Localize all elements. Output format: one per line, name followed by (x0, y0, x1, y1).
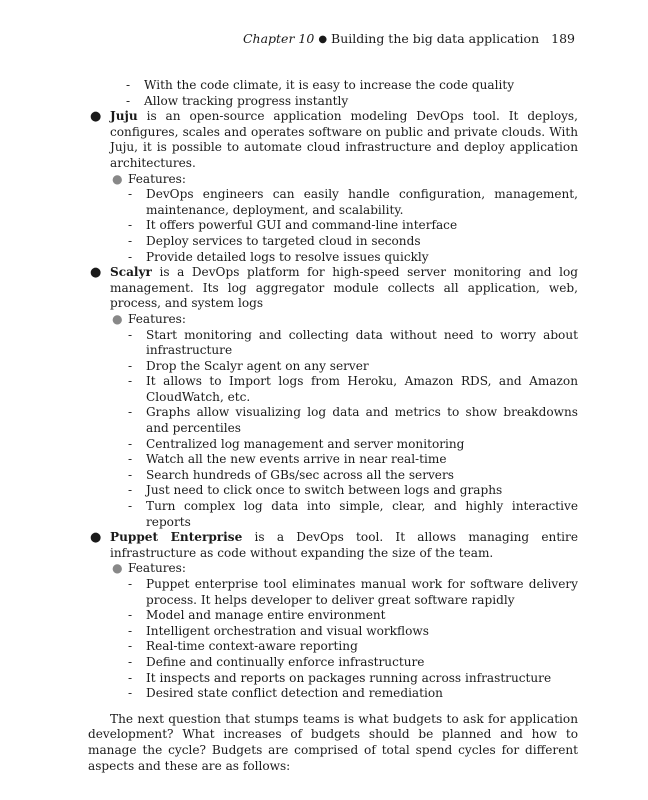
feature-item: - Intelligent orchestration and visual workflows (128, 623, 429, 638)
feature-item: - Just need to click once to switch between logs and graphs (128, 483, 503, 498)
bullet-icon: ● (90, 109, 102, 125)
tool-item-scalyr (88, 265, 578, 530)
feature-item: - DevOps engineers can easily handle configuration, management, maintenance, deployment, and scalability. (128, 187, 578, 217)
feature-item: - Centralized log management and server monitoring (128, 436, 465, 451)
feature-item: - It inspects and reports on packages running across infrastructure (128, 670, 552, 685)
feature-item: - Turn complex log data into simple, clear, and highly interactive reports (128, 499, 578, 529)
feature-item: - Model and manage entire environment (128, 608, 386, 623)
tool-description: Juju is an open-source application modeling DevOps tool. It deploys, configures, scales and operates software on public and private clouds. With Juju, it is possible to automate cloud infrastructure and deploy application architectures. (110, 109, 578, 170)
feature-item: - Desired state conflict detection and remediation (128, 686, 443, 701)
feature-item: - Deploy services to targeted cloud in seconds (128, 233, 421, 248)
feature-item: - Define and continually enforce infrastructure (128, 654, 425, 669)
dash-item: - Allow tracking progress instantly (126, 93, 349, 108)
tool-description: Scalyr is a DevOps platform for high-speed server monitoring and log management. Its log aggregator module collects all application, web, process, and system logs (110, 265, 578, 311)
feature-item: - Real-time context-aware reporting (128, 639, 358, 654)
feature-item: - Search hundreds of GBs/sec across all the servers (128, 467, 454, 482)
feature-item: - It allows to Import logs from Heroku, Amazon RDS, and Amazon CloudWatch, etc. (128, 374, 578, 404)
continued-dash-list (126, 78, 578, 109)
features-list (110, 312, 578, 530)
tool-item-puppet-enterprise (88, 530, 578, 702)
features-block (112, 172, 578, 266)
bullet-icon: ● (90, 530, 102, 546)
tool-description: Puppet Enterprise is a DevOps tool. It allows managing entire infrastructure as code without expanding the size of the team. (110, 530, 578, 560)
features-label: Features: (128, 561, 186, 576)
sub-bullet-icon: ● (112, 311, 123, 326)
dash-item: - With the code climate, it is easy to increase the code quality (126, 78, 515, 92)
features-block (112, 561, 578, 701)
page-number: 189 (551, 31, 575, 46)
separator-bullet: ● (318, 34, 328, 45)
feature-item: - Puppet enterprise tool eliminates manual work for software delivery process. It helps developer to deliver great software rapidly (128, 577, 578, 607)
sub-bullet-icon: ● (112, 171, 123, 186)
running-head (243, 30, 575, 50)
feature-item: - Watch all the new events arrive in near real-time (128, 452, 447, 467)
feature-item: - Drop the Scalyr agent on any server (128, 358, 369, 373)
feature-item: - Graphs allow visualizing log data and metrics to show breakdowns and percentiles (128, 405, 578, 436)
features-label: Features: (128, 311, 186, 326)
chapter-label: Chapter 10 (242, 31, 315, 46)
features-block (112, 312, 578, 530)
sub-bullet-icon: ● (112, 561, 123, 576)
chapter-title: Building the big data application (331, 31, 540, 46)
closing-paragraph: The next question that stumps teams is what budgets to ask for application development? What increases of budgets should be planned and how to manage the cycle? Budgets are comprised of total spend cycles for different aspects and these are as follows: (88, 711, 578, 773)
feature-item: - It offers powerful GUI and command-line interface (128, 218, 458, 233)
tool-list (88, 109, 578, 702)
page-body (88, 78, 578, 774)
features-list (110, 172, 578, 266)
features-list (110, 561, 578, 701)
features-label: Features: (128, 171, 186, 186)
feature-item: - Start monitoring and collecting data without need to worry about infrastructure (128, 327, 578, 358)
bullet-icon: ● (90, 265, 102, 281)
feature-item: - Provide detailed logs to resolve issues quickly (128, 249, 429, 264)
tool-item-juju (88, 109, 578, 265)
